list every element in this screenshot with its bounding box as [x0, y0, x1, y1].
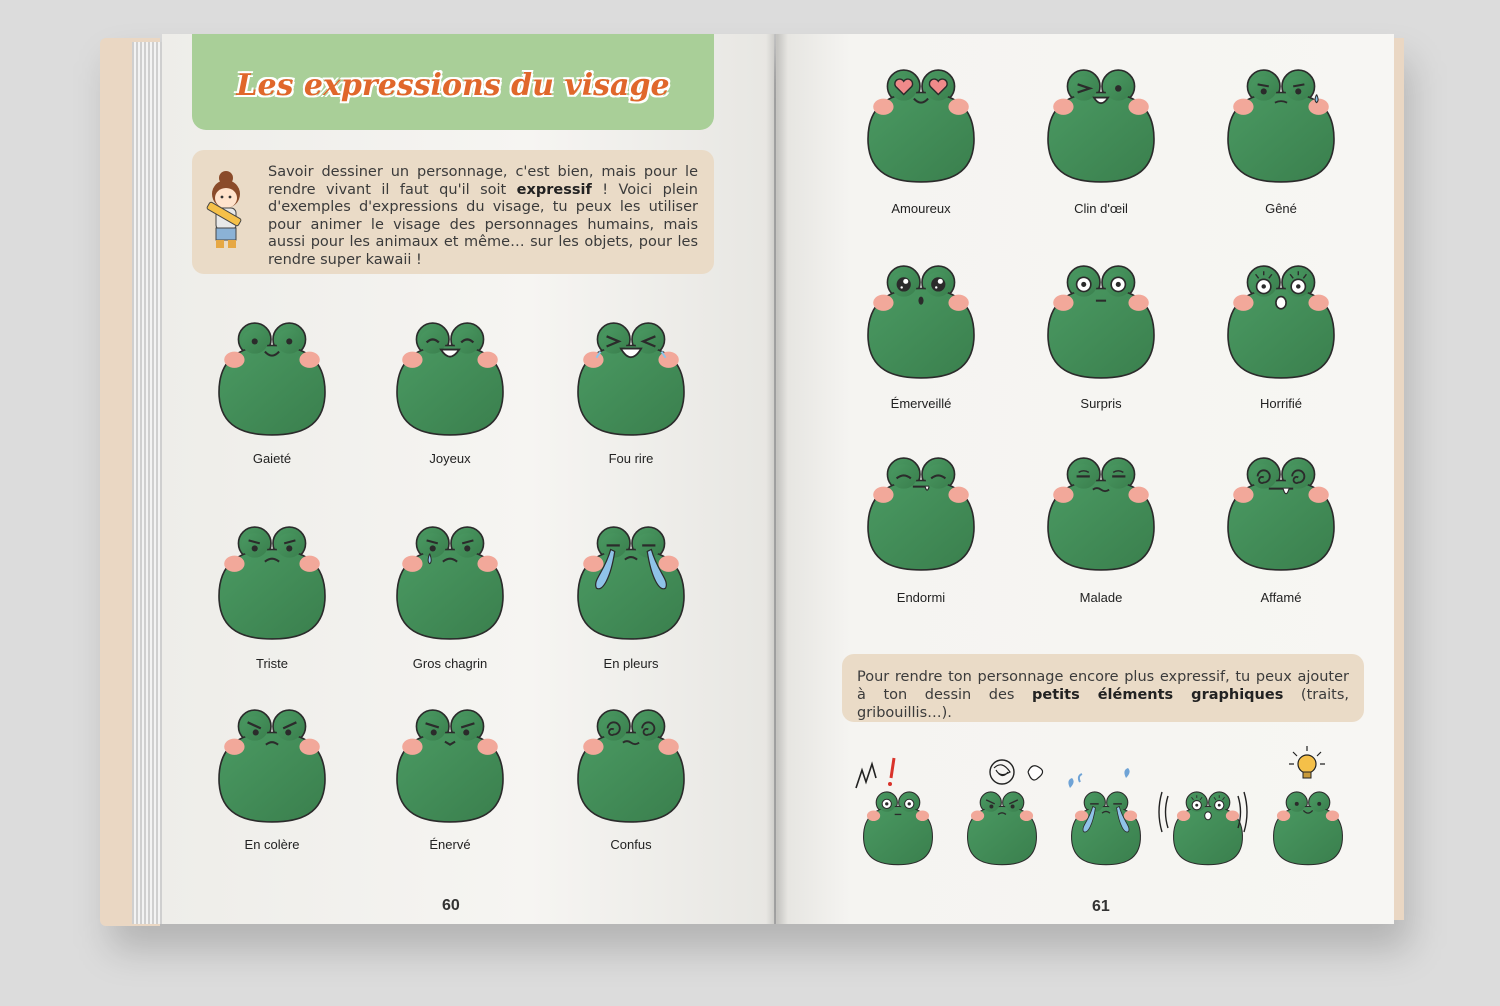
frog-sad-illustration [211, 521, 333, 645]
expression-label: Endormi [896, 590, 946, 605]
frog-sleepy-illustration [860, 452, 982, 576]
frog-joy-illustration [389, 317, 511, 441]
page-number-left: 60 [442, 897, 460, 914]
page-number-right: 61 [1092, 898, 1110, 915]
frog-sick-illustration [1040, 452, 1162, 576]
frog-chagrin-illustration [389, 521, 511, 645]
expression-label: Gros chagrin [412, 656, 488, 671]
frog-embarrassed-illustration [1220, 64, 1342, 188]
intro-box [192, 150, 714, 274]
expression-label: Amoureux [891, 201, 951, 216]
small-frog-graphic-element-illustration [1066, 788, 1146, 870]
intro-paragraph: Savoir dessiner un personnage, c'est bien, mais pour le rendre vivant il faut qu'il soit expressif ! Voici plein d'exemples d'expressions du visage, tu peux les utiliser pour animer le visage des personnages humains, mais aussi pour les animaux et même… sur les objets, pour les rendre super kawaii ! [268, 164, 698, 268]
expression-label: Clin d'œil [1074, 201, 1128, 216]
expression-label: Émerveillé [890, 396, 952, 411]
frog-wonder-illustration [860, 260, 982, 384]
right-page [776, 34, 1394, 924]
frog-angry-illustration [211, 704, 333, 828]
expression-label: Horrifié [1260, 396, 1302, 411]
expression-label: En colère [244, 837, 300, 852]
expression-label: Gaieté [252, 451, 292, 466]
frog-tears-illustration [570, 521, 692, 645]
page-title: Les expressions du visage [236, 68, 670, 103]
expression-label: Fou rire [608, 451, 654, 466]
frog-annoyed-illustration [389, 704, 511, 828]
frog-horrified-illustration [1220, 260, 1342, 384]
expression-label: Malade [1079, 590, 1123, 605]
expression-label: Surpris [1080, 396, 1122, 411]
title-band [192, 34, 714, 130]
expression-label: En pleurs [603, 656, 659, 671]
small-frog-graphic-element-illustration [962, 788, 1042, 870]
book-gutter [766, 34, 788, 924]
left-page [162, 34, 774, 924]
expression-label: Confus [610, 837, 652, 852]
expression-label: Joyeux [429, 451, 471, 466]
expression-label: Énervé [429, 837, 471, 852]
tip-paragraph: Pour rendre ton personnage encore plus expressif, tu peux ajouter à ton dessin des petits éléments graphiques (traits, gribouillis…). [857, 669, 1349, 721]
frog-happy-illustration [211, 317, 333, 441]
tip-box [842, 654, 1364, 722]
small-frog-graphic-element-illustration [1168, 788, 1248, 870]
frog-love-illustration [860, 64, 982, 188]
expression-label: Triste [255, 656, 289, 671]
expression-label: Affamé [1260, 590, 1302, 605]
frog-confused-illustration [570, 704, 692, 828]
small-frog-graphic-element-illustration [1268, 788, 1348, 870]
frog-laugh-illustration [570, 317, 692, 441]
page-stack [132, 42, 164, 924]
expression-label: Gêné [1265, 201, 1297, 216]
frog-surprised-illustration [1040, 260, 1162, 384]
frog-wink-illustration [1040, 64, 1162, 188]
girl-drawing-illustration [204, 170, 254, 254]
frog-hungry-illustration [1220, 452, 1342, 576]
small-frog-graphic-element-illustration [858, 788, 938, 870]
